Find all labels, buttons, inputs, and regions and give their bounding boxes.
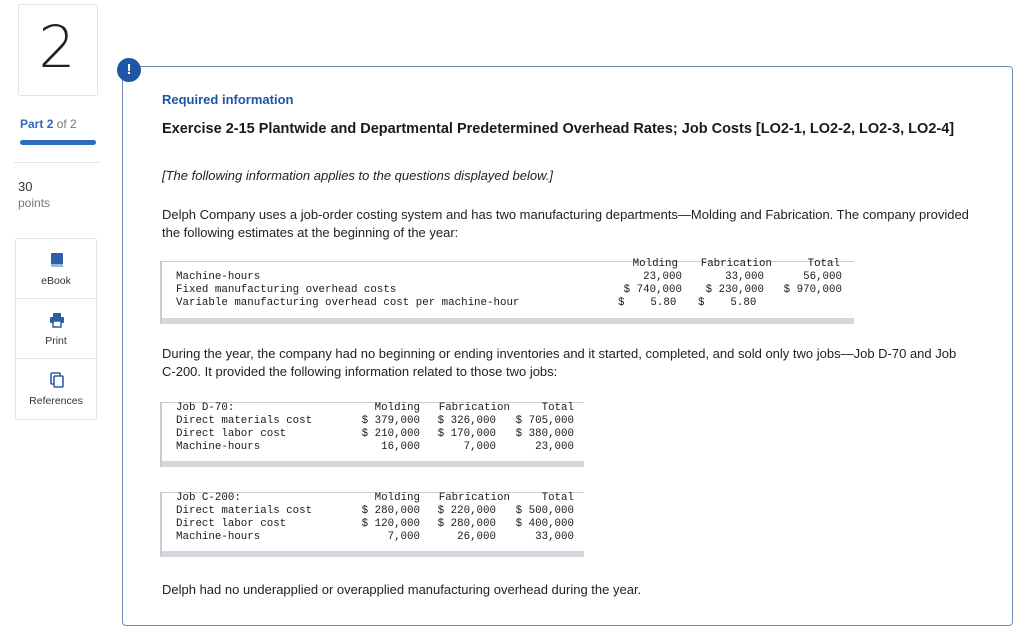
est-header-total: Total: [807, 258, 840, 270]
printer-icon: [49, 312, 65, 328]
part-progress-bar: [20, 140, 96, 145]
exercise-title: Exercise 2-15 Plantwide and Departmental Predetermined Overhead Rates; Job Costs [LO2-1, LO2-2, LO2-3, LO2-4]: [162, 121, 955, 137]
c200-cell: $ 400,000: [515, 518, 574, 530]
est-cell: $ 230,000: [705, 284, 764, 296]
c200-cell: $ 500,000: [515, 505, 574, 517]
d70-cell: $ 326,000: [437, 415, 496, 427]
est-row-label: Fixed manufacturing overhead costs: [176, 284, 397, 296]
d70-cell: 23,000: [535, 441, 574, 453]
d70-header-total: Total: [541, 402, 574, 414]
c200-row-label: Machine-hours: [176, 531, 261, 543]
est-cell: $ 970,000: [783, 284, 842, 296]
c200-cell: 33,000: [535, 531, 574, 543]
part-of: of 2: [56, 117, 77, 131]
c200-cell: $ 280,000: [437, 518, 496, 530]
d70-cell: $ 379,000: [361, 415, 420, 427]
closing-paragraph: Delph had no underapplied or overapplied manufacturing overhead during the year.: [162, 582, 642, 597]
question-number: 2: [38, 13, 76, 81]
est-cell: 23,000: [643, 271, 682, 283]
est-cell: $ 5.80: [698, 297, 757, 309]
required-info-heading: Required information: [162, 92, 294, 107]
part-current: 2: [46, 117, 54, 131]
d70-header-fabrication: Fabrication: [438, 402, 510, 414]
references-label: References: [29, 395, 83, 407]
points-label: points: [18, 196, 51, 210]
d70-cell: $ 170,000: [437, 428, 496, 440]
part-label: Part: [20, 117, 44, 131]
c200-title: Job C-200:: [176, 492, 241, 504]
d70-cell: $ 210,000: [361, 428, 420, 440]
d70-row-label: Machine-hours: [176, 441, 261, 453]
est-cell: 33,000: [725, 271, 764, 283]
est-cell: $ 5.80: [618, 297, 677, 309]
est-header-fabrication: Fabrication: [700, 258, 772, 270]
d70-cell: 7,000: [463, 441, 496, 453]
d70-cell: $ 380,000: [515, 428, 574, 440]
est-cell: $ 740,000: [623, 284, 682, 296]
part-indicator: [20, 117, 77, 131]
tools-panel: [15, 238, 97, 420]
copy-icon: [49, 372, 65, 388]
c200-cell: 26,000: [457, 531, 496, 543]
references-button[interactable]: [16, 359, 96, 418]
d70-cell: 16,000: [381, 441, 420, 453]
est-cell: 56,000: [803, 271, 842, 283]
d70-title: Job D-70:: [176, 402, 235, 414]
book-icon: [49, 252, 65, 268]
c200-header-total: Total: [541, 492, 574, 504]
ebook-button[interactable]: [16, 239, 96, 299]
c200-row-label: Direct labor cost: [176, 518, 287, 530]
c200-cell: $ 280,000: [361, 505, 420, 517]
intro-paragraph: Delph Company uses a job-order costing system and has two manufacturing departments—Molding and Fabrication. The company provided the following estimates at the beginning of the year:: [162, 207, 969, 240]
c200-header-molding: Molding: [374, 492, 420, 504]
c200-cell: $ 120,000: [361, 518, 420, 530]
d70-row-label: Direct materials cost: [176, 415, 313, 427]
est-row-label: Variable manufacturing overhead cost per machine-hour: [176, 297, 520, 309]
d70-cell: $ 705,000: [515, 415, 574, 427]
c200-row-label: Direct materials cost: [176, 505, 313, 517]
d70-header-molding: Molding: [374, 402, 420, 414]
est-row-label: Machine-hours: [176, 271, 261, 283]
c200-cell: $ 220,000: [437, 505, 496, 517]
print-button[interactable]: [16, 299, 96, 359]
points-value: 30: [18, 179, 33, 194]
alert-icon: !: [117, 58, 141, 82]
est-header-molding: Molding: [632, 258, 678, 270]
instructions-note: [The following information applies to the questions displayed below.]: [162, 168, 553, 183]
sidebar-divider: [14, 162, 100, 163]
c200-header-fabrication: Fabrication: [438, 492, 510, 504]
print-label: Print: [45, 335, 67, 347]
c200-cell: 7,000: [387, 531, 420, 543]
part-progress-fill: [20, 140, 96, 145]
d70-row-label: Direct labor cost: [176, 428, 287, 440]
ebook-label: eBook: [41, 275, 71, 287]
during-year-paragraph: During the year, the company had no beginning or ending inventories and it started, completed, and sold only two jobs—Job D-70 and Job C-200. It provided the following information related to those two jobs:: [162, 346, 957, 379]
